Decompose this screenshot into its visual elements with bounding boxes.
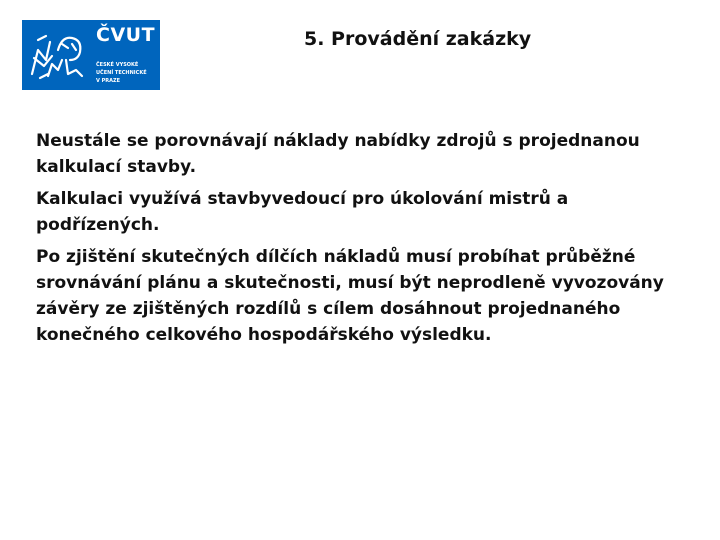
lion-emblem-icon [28, 30, 90, 82]
logo-subtitle-line: V PRAZE [96, 78, 121, 84]
cvut-logo [22, 20, 160, 90]
logo-name: ČVUT [96, 24, 156, 46]
slide-body [36, 128, 696, 354]
logo-subtitle [96, 61, 158, 85]
logo-subtitle-line: UČENÍ TECHNICKÉ [96, 70, 147, 76]
slide-title: 5. Provádění zakázky [304, 28, 532, 50]
logo-subtitle-line: ČESKÉ VYSOKÉ [96, 62, 139, 68]
paragraph: Neustále se porovnávají náklady nabídky zdrojů s projednanou kalkulací stavby. [36, 131, 640, 177]
paragraph: Po zjištění skutečných dílčích nákladů musí probíhat průběžné srovnávání plánu a skutečnosti, musí být neprodleně vyvozovány závěry ze zjištěných rozdílů s cílem dosáhnout projednaného konečného celkového hospodářského výsledku. [36, 247, 664, 345]
paragraph: Kalkulaci využívá stavbyvedoucí pro úkolování mistrů a podřízených. [36, 189, 569, 235]
